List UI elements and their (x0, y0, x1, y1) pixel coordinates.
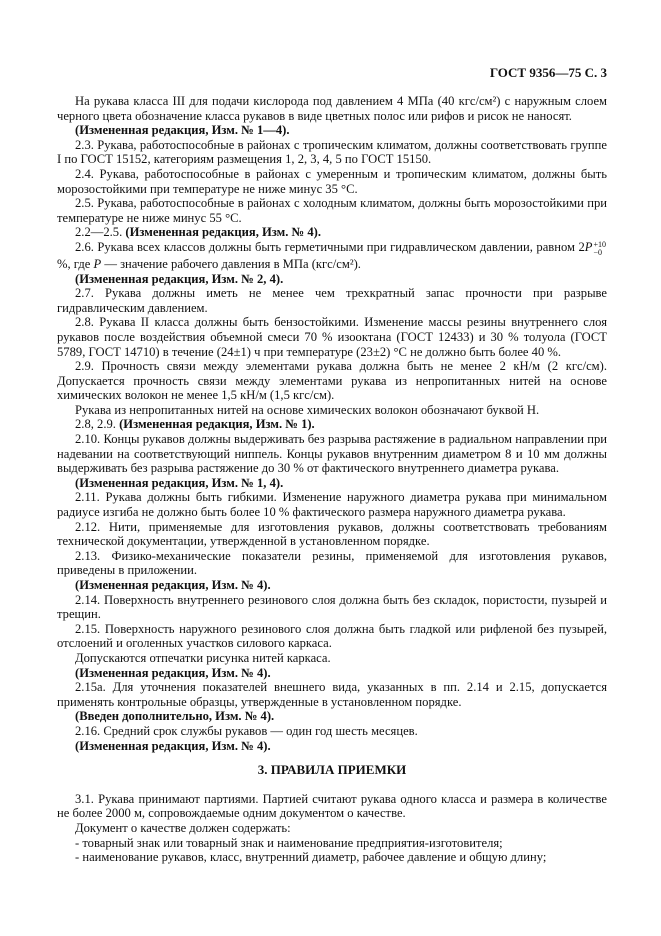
text-run: 2.16. Средний срок службы рукавов — один год шесть месяцев. (75, 723, 418, 738)
text-run: P (93, 256, 102, 271)
text-run: - наименование рукавов, класс, внутренний диаметр, рабочее давление и общую длину; (75, 850, 547, 865)
text-run: 2.10. Концы рукавов должны выдерживать без разрыва растяжение в радиальном направлении при надевании на соответствующий ниппель. Концы рукавов внутренним диаметром 8 и 10 мм должны выдерживать без разрыва растяжение до 30 % от фактического внутреннего диаметра рукава. (57, 432, 607, 476)
text-run: Допускаются отпечатки рисунка нитей каркаса. (75, 650, 331, 665)
paragraph (57, 836, 607, 851)
paragraph (57, 403, 607, 418)
paragraph (57, 359, 607, 403)
tolerance-lower: −0 (593, 247, 602, 257)
paragraph (57, 850, 607, 865)
text-run: 2.7. Рукава должны иметь не менее чем трехкратный запас прочности при разрыве гидравлическим давлением. (57, 286, 607, 315)
text-run: 2.8. Рукава II класса должны быть бензостойкими. Изменение массы резины внутреннего слоя рукавов после воздействия объемной смеси 70 % изооктана (ГОСТ 12433) и 30 % толуола (ГОСТ 5789, ГОСТ 14710) в течение (24±1) ч при температуре (23±2) °С не должно быть более 40 %. (57, 315, 607, 359)
text-run: 2.4. Рукава, работоспособные в районах с умеренным и тропическим климатом, должны быть морозостойкими при температуре не ниже минус 35 °С. (57, 166, 607, 196)
amendment-note: (Измененная редакция, Изм. № 4). (75, 578, 271, 592)
amendment-note: (Измененная редакция, Изм. № 4). (75, 738, 271, 753)
text-run: - товарный знак или товарный знак и наименование предприятия-изготовителя; (75, 835, 503, 850)
text-run: Рукава из непропитанных нитей на основе химических волокон обозначают буквой Н. (75, 402, 540, 417)
paragraph (57, 739, 607, 754)
text-run: 2.6. Рукава всех классов должны быть герметичными при гидравлическом давлении, равном 2 (75, 239, 585, 254)
tolerance-upper: +10 (593, 239, 606, 249)
paragraph (57, 138, 607, 167)
paragraph (57, 94, 607, 123)
tolerance (593, 241, 606, 257)
paragraph (57, 792, 607, 821)
text-run: 2.15. Поверхность наружного резинового слоя должна быть гладкой или рифленой без пузырей, отслоений и оголенных участков силового каркаса. (57, 621, 607, 651)
text-run: 2.14. Поверхность внутреннего резинового слоя должна быть без складок, пористости, пузырей и трещин. (57, 592, 607, 622)
amendment-note: (Измененная редакция, Изм. № 2, 4). (75, 271, 284, 286)
text-run: 2.8, 2.9. (75, 417, 120, 432)
text-run: 2.2—2.5. (75, 225, 126, 240)
paragraph (57, 286, 607, 315)
paragraph (57, 680, 607, 709)
text-run: P (584, 239, 593, 254)
paragraph (57, 272, 607, 287)
text-run: 2.9. Прочность связи между элементами рукава должна быть не менее 2 кН/м (2 кгс/см). Допускается прочность связи между элементами рукава из непропитанных нитей на основе химических волокон не менее 1,5 кН/м (1,5 кгс/см). (57, 359, 607, 403)
paragraph (57, 167, 607, 196)
paragraph (57, 417, 607, 432)
paragraph (57, 821, 607, 836)
text-run: Документ о качестве должен содержать: (75, 820, 291, 835)
paragraph (57, 432, 607, 476)
page-header: ГОСТ 9356—75 С. 3 (489, 65, 607, 80)
paragraph (57, 520, 607, 549)
paragraph (57, 240, 607, 272)
amendment-note: (Введен дополнительно, Изм. № 4). (75, 709, 275, 724)
amendment-note: (Измененная редакция, Изм. № 4). (125, 225, 322, 240)
text-run: — значение рабочего давления в МПа (кгс/см²). (101, 256, 361, 271)
text-run: 3.1. Рукава принимают партиями. Партией считают рукава одного класса и размера в количестве не более 2000 м, сопровождаемые одним документом о качестве. (57, 791, 607, 821)
text-run: 2.15а. Для уточнения показателей внешнего вида, указанных в пп. 2.14 и 2.15, допускается применять контрольные образцы, утвержденные в установленном порядке. (57, 680, 607, 709)
text-run: 2.12. Нити, применяемые для изготовления рукавов, должны соответствовать требованиям технической документации, утвержденной в установленном порядке. (57, 519, 607, 549)
amendment-note: (Измененная редакция, Изм. № 1—4). (75, 123, 290, 138)
text-run: %, где (57, 256, 94, 271)
paragraph (57, 709, 607, 724)
text-run: На рукава класса III для подачи кислорода под давлением 4 МПа (40 кгс/см²) с наружным слоем черного цвета обозначение класса рукавов в виде цветных полос или рифов и рисок не наносят. (57, 94, 607, 123)
document-body (57, 94, 607, 865)
paragraph (57, 724, 607, 739)
text-run: 2.5. Рукава, работоспособные в районах с холодным климатом, должны быть морозостойкими при температуре не ниже минус 55 °С. (57, 196, 607, 225)
paragraph (57, 622, 607, 651)
paragraph (57, 123, 607, 138)
paragraph (57, 490, 607, 519)
section-heading (57, 763, 607, 778)
paragraph (57, 549, 607, 578)
text-run: 2.13. Физико-механические показатели резины, применяемой для изготовления рукавов, приведены в приложении. (57, 548, 607, 578)
paragraph (57, 315, 607, 359)
text-run: 3. ПРАВИЛА ПРИЕМКИ (257, 762, 407, 778)
amendment-note: (Измененная редакция, Изм. № 1, 4). (75, 475, 284, 490)
text-run: 2.3. Рукава, работоспособные в районах с тропическим климатом, должны соответствовать группе I по ГОСТ 15152, категориям размещения 1, 2, 3, 4, 5 по ГОСТ 15150. (57, 137, 607, 167)
text-run: 2.11. Рукава должны быть гибкими. Изменение наружного диаметра рукава при минимальном радиусе изгиба не должно быть более 10 % фактического размера наружного диаметра рукава. (57, 490, 607, 520)
paragraph (57, 666, 607, 681)
paragraph (57, 196, 607, 225)
paragraph (57, 225, 607, 240)
amendment-note: (Измененная редакция, Изм. № 4). (75, 665, 271, 680)
amendment-note: (Измененная редакция, Изм. № 1). (119, 417, 315, 432)
paragraph (57, 476, 607, 491)
paragraph (57, 651, 607, 666)
paragraph (57, 578, 607, 593)
paragraph (57, 593, 607, 622)
